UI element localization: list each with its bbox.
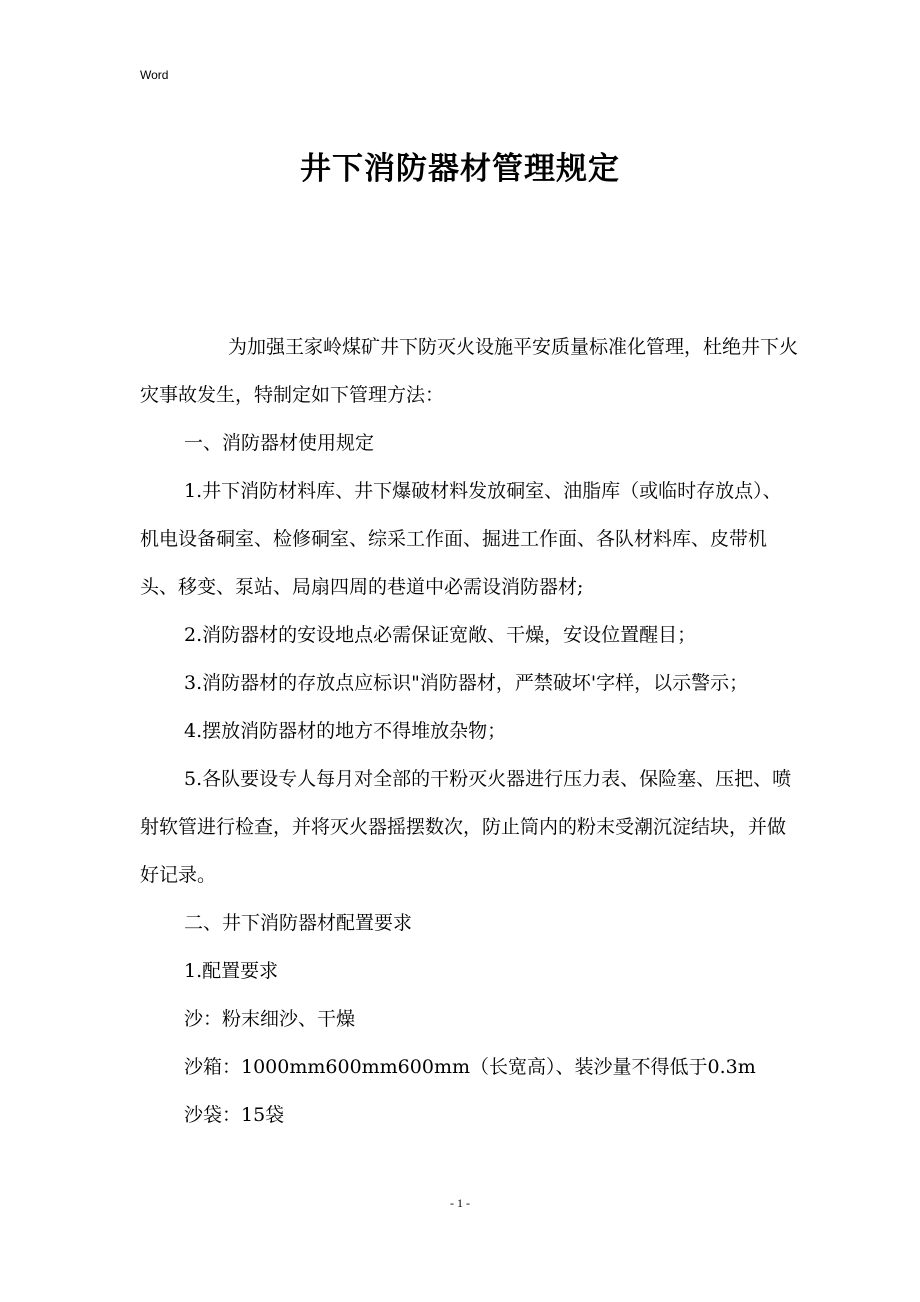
rule-item-5: 5.各队要设专人每月对全部的干粉灭火器进行压力表、保险塞、压把、喷射软管进行检查，并将灭火器摇摆数次，防止筒内的粉末受潮沉淀结块，并做好记录。 <box>140 768 792 886</box>
rule-item-4: 4.摆放消防器材的地方不得堆放杂物； <box>184 720 507 742</box>
config-sandbag: 沙袋：15袋 <box>184 1104 285 1126</box>
page-number: - 1 - <box>450 1196 470 1210</box>
section-heading-1: 一、消防器材使用规定 <box>184 432 375 454</box>
config-sand: 沙：粉末细沙、干燥 <box>184 1008 356 1030</box>
rule-item-3: 3.消防器材的存放点应标识"消防器材，严禁破坏'字样，以示警示； <box>184 672 749 694</box>
rule-item-1: 1.井下消防材料库、井下爆破材料发放硐室、油脂库（或临时存放点）、机电设备硐室、检修硐室、综采工作面、掘进工作面、各队材料库、皮带机头、移变、泵站、局扇四周的巷道中必需设消防器材; <box>140 480 782 598</box>
config-item-1: 1.配置要求 <box>184 960 279 982</box>
rule-item-2: 2.消防器材的安设地点必需保证宽敞、干燥，安设位置醒目； <box>184 624 697 646</box>
document-title: 井下消防器材管理规定 <box>300 151 620 187</box>
document-body <box>140 323 800 1139</box>
config-sandbox: 沙箱：1000mm600mm600mm（长宽高）、装沙量不得低于0.3m <box>184 1056 756 1078</box>
header-label: Word <box>140 68 169 82</box>
paragraph-intro: 为加强王家岭煤矿井下防灭火设施平安质量标准化管理，杜绝井下火灾事故发生，特制定如下管理方法： <box>140 336 799 406</box>
section-heading-2: 二、井下消防器材配置要求 <box>184 912 413 934</box>
